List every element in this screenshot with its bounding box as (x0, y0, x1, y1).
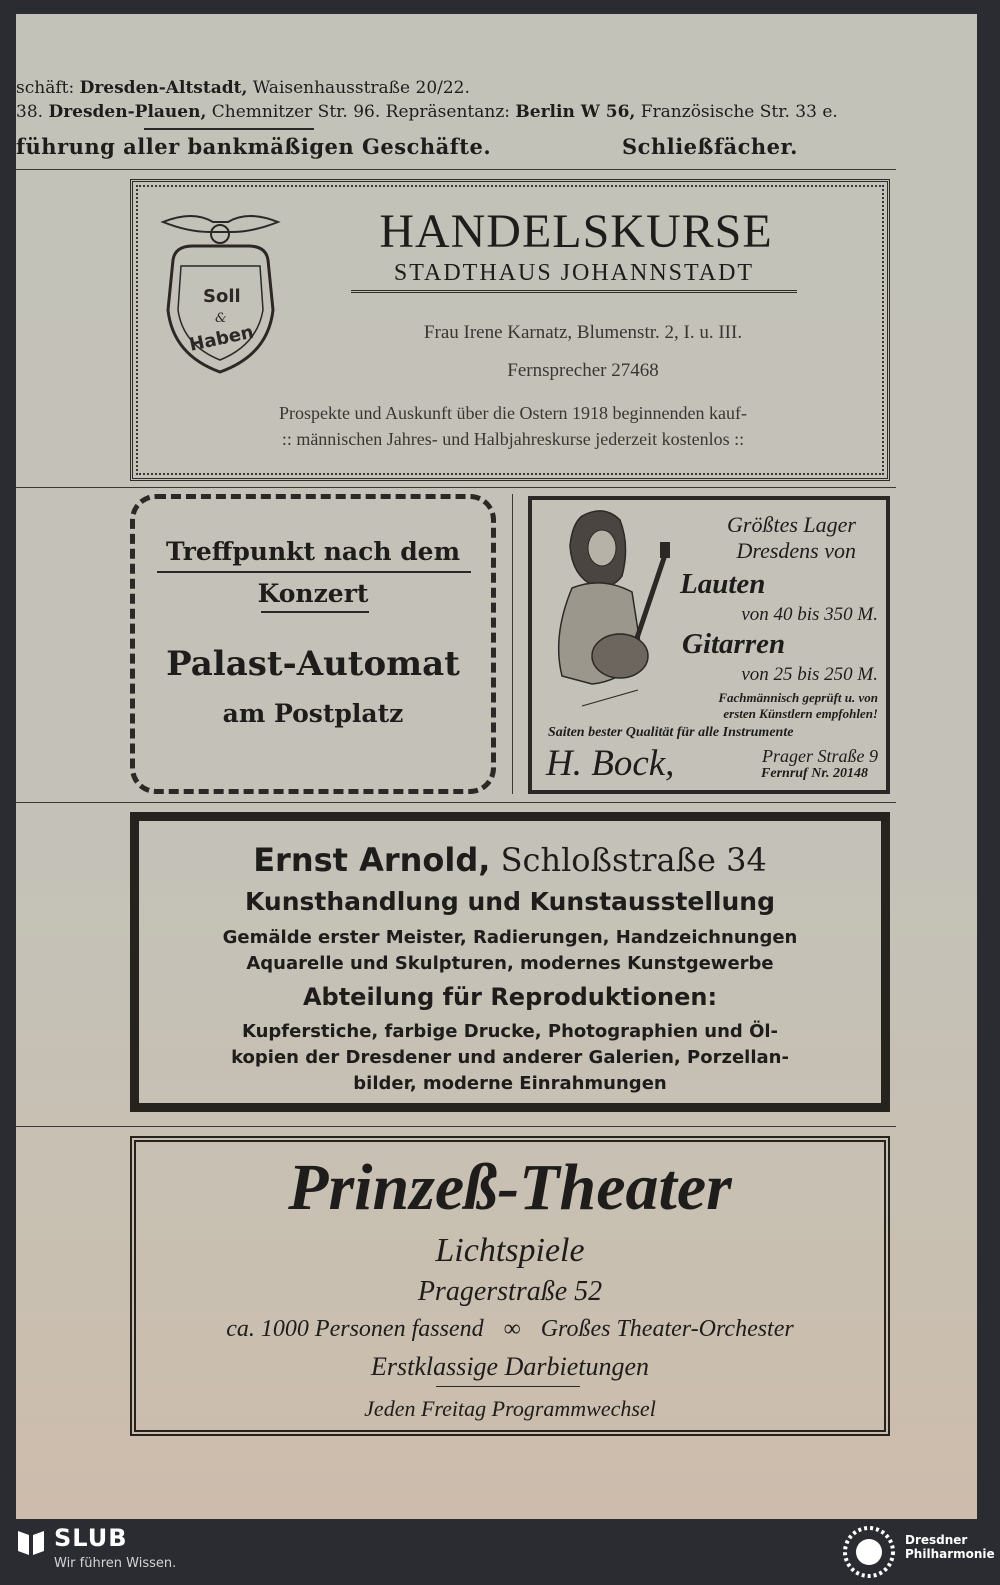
logo-text-soll: Soll (203, 286, 241, 307)
bock-street: Prager Straße 9 (762, 746, 878, 766)
header-underline (144, 128, 314, 130)
bock-name: H. Bock, (546, 743, 675, 784)
bock-line-2: Dresdens von (736, 538, 856, 563)
slub-tagline: Wir führen Wissen. (54, 1556, 177, 1571)
arnold-line-8: bilder, moderne Einrahmungen (353, 1073, 667, 1094)
ad-palast-automat (130, 494, 496, 794)
divider-2 (16, 802, 896, 803)
bock-gitarren-price: von 25 bis 250 M. (741, 664, 878, 685)
prinzess-line-3: Pragerstraße 52 (417, 1276, 603, 1307)
column-divider (512, 494, 513, 794)
logo-text-and: & (215, 311, 227, 326)
prinzess-line-6: Jeden Freitag Programmwechsel (364, 1396, 656, 1421)
bock-line-1: Größtes Lager (727, 512, 856, 537)
header-rule (16, 169, 896, 170)
arnold-line-2: Kunsthandlung und Kunstausstellung (244, 887, 775, 916)
ad-h-bock (528, 496, 890, 794)
bock-lauten: Lauten (680, 568, 766, 600)
slub-logo-text: SLUB (54, 1524, 128, 1552)
arnold-line-1: Ernst Arnold, Schloßstraße 34 (253, 841, 767, 879)
handelskurse-title: HANDELSKURSE (379, 205, 773, 258)
footer-bar (0, 1519, 1000, 1585)
lute-player-illustration (542, 506, 672, 714)
arnold-line-4: Aquarelle und Skulpturen, modernes Kunstgewerbe (246, 953, 774, 974)
prinzess-title: Prinzeß-Theater (288, 1151, 732, 1224)
bock-gitarren: Gitarren (682, 628, 786, 660)
prinzess-rule (436, 1386, 580, 1387)
program-page (16, 14, 977, 1519)
prinzess-line-2: Lichtspiele (435, 1232, 585, 1269)
ad-handelskurse (130, 179, 890, 481)
handelskurse-body-1: Prospekte und Auskunft über die Ostern 1918 beginnenden kauf- (279, 403, 747, 423)
header-line-3: führung aller bankmäßigen Geschäfte. Schließfächer. (16, 134, 798, 159)
palast-line-2: Konzert (257, 579, 369, 608)
ornament-icon: ∞ (503, 1316, 521, 1342)
divider-3 (16, 1126, 896, 1127)
arnold-line-7: kopien der Dresdener und anderer Galerien, Porzellan- (231, 1047, 789, 1068)
book-icon (16, 1527, 46, 1557)
arnold-line-5: Abteilung für Reproduktionen: (302, 983, 718, 1011)
handelskurse-address: Frau Irene Karnatz, Blumenstr. 2, I. u. III. (423, 322, 743, 343)
palast-line-3: Palast-Automat (166, 644, 460, 684)
prinzess-line-5: Erstklassige Darbietungen (370, 1352, 650, 1381)
bock-note-2: ersten Künstlern empfohlen! (723, 706, 878, 721)
header-line-1: schäft: Dresden-Altstadt, Waisenhausstraße 20/22. (16, 78, 470, 98)
arnold-line-3: Gemälde erster Meister, Radierungen, Handzeichnungen (222, 927, 798, 948)
palast-rule-1 (157, 571, 471, 573)
handelskurse-subtitle: STADTHAUS JOHANNSTADT (351, 260, 797, 293)
palast-rule-2 (261, 611, 369, 613)
header-line-2: 38. Dresden-Plauen, Chemnitzer Str. 96. Repräsentanz: Berlin W 56, Französische Str. 33 e. (16, 102, 838, 122)
philharmonie-label: Dresdner Philharmonie (905, 1533, 995, 1561)
ad-ernst-arnold (130, 812, 890, 1112)
palast-line-4: am Postplatz (222, 699, 404, 728)
divider-1 (16, 487, 896, 488)
bock-phone: Fernruf Nr. 20148 (761, 766, 868, 781)
soll-haben-logo (153, 210, 288, 380)
bock-lauten-price: von 40 bis 350 M. (741, 604, 878, 625)
handelskurse-body-2: :: männischen Jahres- und Halbjahreskurse jederzeit kostenlos :: (281, 429, 745, 449)
arnold-line-6: Kupferstiche, farbige Drucke, Photographien und Öl- (241, 1021, 779, 1042)
bock-note-1: Fachmännisch geprüft u. von (718, 690, 878, 705)
bock-strings: Saiten bester Qualität für alle Instrumente (548, 725, 794, 740)
prinzess-line-4: ca. 1000 Personen fassend ∞ Großes Theater-Orchester (226, 1316, 794, 1342)
ad-prinzess-theater (130, 1136, 890, 1436)
philharmonie-logo-icon (842, 1525, 896, 1579)
handelskurse-phone: Fernsprecher 27468 (507, 360, 659, 381)
palast-line-1: Treffpunkt nach dem (165, 537, 461, 566)
logo-text-haben: Haben (187, 321, 256, 356)
